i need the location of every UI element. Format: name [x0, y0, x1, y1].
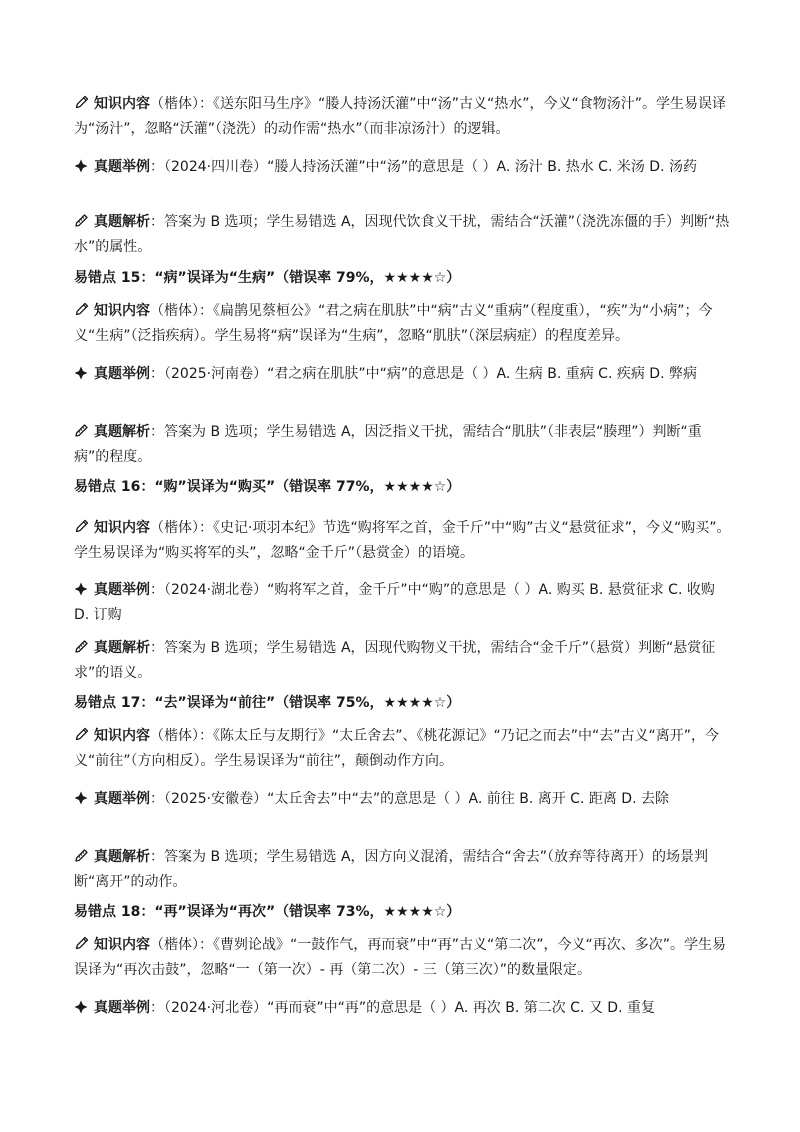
pencil-icon: [74, 92, 94, 117]
text: （楷体）：《史记·项羽本纪》节选“购将军之首，金千斤”中“购”古义“悬赏征求”，今义“购买”。学生易误译为“购买将军的头”，忽略“金千斤”（悬赏金）的语境。: [74, 520, 731, 561]
text: ：答案为 B 选项；学生易错选 A，因泛指义干扰，需结合“肌肤”（非表层“腠理”）判断“重病”的程度。: [74, 424, 702, 465]
ruler-pencil-icon: [74, 210, 94, 235]
exam-analysis: [74, 845, 734, 895]
knowledge-content: [74, 724, 734, 774]
knowledge-content: [74, 516, 734, 566]
label: 知识内容: [94, 937, 150, 953]
label: 真题解析: [94, 214, 150, 230]
diamond-icon: [74, 362, 94, 387]
text: ：（2024·河北卷）“再而衰”中“再”的意思是（ ）A. 再次 B. 第二次 C. 又 D. 重复: [150, 1000, 655, 1016]
text: ：答案为 B 选项；学生易错选 A，因现代饮食义干扰，需结合“沃灌”（浇洗冻僵的手）判断“热水”的属性。: [74, 214, 730, 255]
ruler-pencil-icon: [74, 636, 94, 661]
diamond-icon: [74, 155, 94, 180]
label: 知识内容: [94, 520, 150, 536]
exam-analysis: [74, 210, 734, 260]
exam-example: [74, 362, 734, 387]
text: ：答案为 B 选项；学生易错选 A，因方向义混淆，需结合“舍去”（放弃等待离开）的场景判断“离开”的动作。: [74, 849, 709, 890]
text: ：（2024·湖北卷）“购将军之首，金千斤”中“购”的意思是（ ）A. 购买 B. 悬赏征求 C. 收购 D. 订购: [74, 582, 715, 623]
label: 真题解析: [94, 849, 150, 865]
label: 真题举例: [94, 582, 150, 598]
diamond-icon: [74, 996, 94, 1021]
diamond-icon: [74, 578, 94, 603]
label: 真题解析: [94, 424, 150, 440]
exam-example: [74, 787, 734, 812]
ruler-pencil-icon: [74, 845, 94, 870]
text: （楷体）：《曹刿论战》“一鼓作气，再而衰”中“再”古义“第二次”，今义“再次、多次”。学生易误译为“再次击鼓”，忽略“一（第一次）- 再（第二次）- 三（第三次）”的数量限定。: [74, 937, 727, 978]
label: 真题解析: [94, 640, 150, 656]
pencil-icon: [74, 516, 94, 541]
text: （楷体）：《陈太丘与友期行》“太丘舍去”、《桃花源记》“乃记之而去”中“去”古义“离开”，今义“前往”（方向相反）。学生易误译为“前往”，颠倒动作方向。: [74, 728, 720, 769]
text: ：（2025·安徽卷）“太丘舍去”中“去”的意思是（ ）A. 前往 B. 离开 C. 距离 D. 去除: [150, 791, 669, 807]
exam-example: [74, 996, 734, 1021]
knowledge-content: [74, 92, 734, 142]
label: 真题举例: [94, 159, 150, 175]
label: 真题举例: [94, 1000, 150, 1016]
section-title: 易错点 15：“病”误译为“生病”（错误率 79%，★★★★☆）: [74, 270, 461, 286]
exam-analysis: [74, 636, 734, 686]
label: 知识内容: [94, 728, 150, 744]
pencil-icon: [74, 299, 94, 324]
section-title: 易错点 16：“购”误译为“购买”（错误率 77%，★★★★☆）: [74, 479, 461, 495]
pencil-icon: [74, 724, 94, 749]
label: 真题举例: [94, 366, 150, 382]
knowledge-content: [74, 933, 734, 983]
knowledge-content: [74, 299, 734, 349]
diamond-icon: [74, 787, 94, 812]
text: （楷体）：《扁鹊见蔡桓公》“君之病在肌肤”中“病”古义“重病”（程度重），“疾”为“小病”；今义“生病”（泛指疾病）。学生易将“病”误译为“生病”，忽略“肌肤”（深层病症）的程度差异。: [74, 303, 713, 344]
pencil-icon: [74, 933, 94, 958]
label: 知识内容: [94, 96, 150, 112]
label: 真题举例: [94, 791, 150, 807]
ruler-pencil-icon: [74, 420, 94, 445]
text: ：答案为 B 选项；学生易错选 A，因现代购物义干扰，需结合“金千斤”（悬赏）判断“悬赏征求”的语义。: [74, 640, 716, 681]
exam-example: [74, 578, 734, 628]
text: ：（2024·四川卷）“媵人持汤沃灌”中“汤”的意思是（ ）A. 汤汁 B. 热水 C. 米汤 D. 汤药: [150, 159, 697, 175]
text: ：（2025·河南卷）“君之病在肌肤”中“病”的意思是（ ）A. 生病 B. 重病 C. 疾病 D. 弊病: [150, 366, 697, 382]
text: （楷体）：《送东阳马生序》“媵人持汤沃灌”中“汤”古义“热水”，今义“食物汤汁”。学生易误译为“汤汁”，忽略“沃灌”（浇洗）的动作需“热水”（而非凉汤汁）的逻辑。: [74, 96, 727, 137]
section-title: 易错点 18：“再”误译为“再次”（错误率 73%，★★★★☆）: [74, 904, 461, 920]
exam-analysis: [74, 420, 734, 470]
section-title: 易错点 17：“去”误译为“前往”（错误率 75%，★★★★☆）: [74, 695, 461, 711]
exam-example: [74, 155, 734, 180]
label: 知识内容: [94, 303, 150, 319]
